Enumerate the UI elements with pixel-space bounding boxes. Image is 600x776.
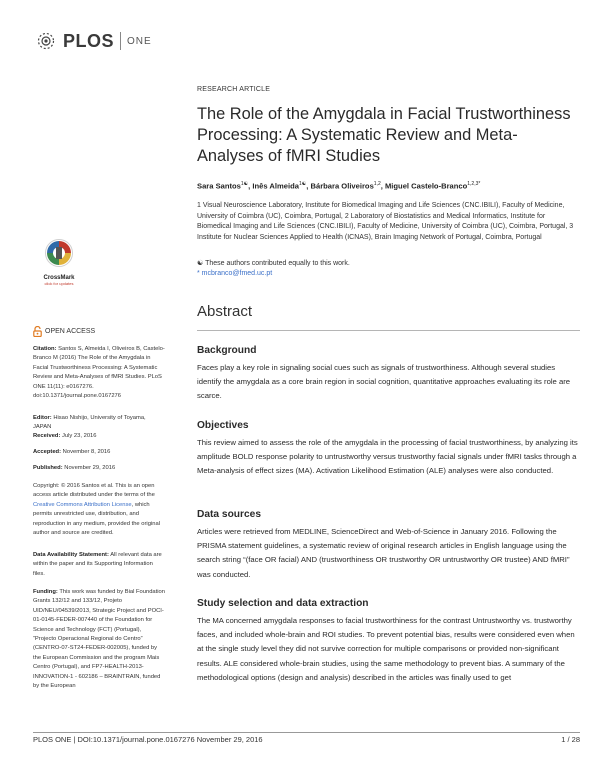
plos-logo-icon	[33, 30, 59, 52]
author-notes	[197, 259, 577, 279]
author-list: Sara Santos$^{1☯}$, Inês Almeida$^{1☯}$, Bárbara Oliveiros$^{1,2}$, Miguel Castelo-Branco$^{1,2,3*}$	[197, 181, 481, 191]
author-name[interactable]: Bárbara Oliveiros	[310, 181, 374, 191]
crossmark-icon	[44, 238, 74, 268]
section-heading-objectives: Objectives	[197, 420, 249, 431]
citation-block	[33, 345, 165, 401]
logo-text: PLOS	[63, 30, 115, 51]
citation-label: Citation:	[33, 346, 57, 352]
published-label: Published:	[33, 465, 63, 471]
author-sup: 1☯	[240, 181, 249, 187]
footer-citation: PLOS ONE | DOI:10.1371/journal.pone.0167276 November 29, 2016	[33, 735, 263, 744]
citation-text: Santos S, Almeida I, Oliveiros B, Castelo-Branco M (2016) The Role of the Amygdala in Facial Trustworthiness Processing: A Systematic Review and Meta-Analyses of fMRI Studies. PLoS ONE 11(11): e0167276. doi:10.1371/journal.pone.0167276	[33, 346, 165, 400]
published-date: November 29, 2016	[64, 465, 116, 471]
section-heading-data-sources: Data sources	[197, 509, 261, 520]
license-link[interactable]: Creative Commons Attribution License	[33, 501, 132, 508]
received-block	[33, 432, 165, 441]
abstract-divider	[197, 330, 580, 331]
author-sup: 1,2,3*	[467, 181, 481, 187]
crossmark-label: CrossMark	[43, 275, 75, 281]
author-name[interactable]: Miguel Castelo-Branco	[384, 181, 468, 191]
section-text-background: Faces play a key role in signaling social cues such as signals of trustworthiness. Although several studies identify the amygdala as a core brain region in social cognition, quantitative approaches evaluating its role are scarce.	[197, 363, 571, 401]
data-availability-block	[33, 551, 165, 579]
plos-one-logo[interactable]	[33, 29, 152, 53]
author-sup: 1,2	[373, 181, 381, 187]
funding-label: Funding:	[33, 589, 58, 595]
copyright-text: Copyright: © 2016 Santos et al. This is an open access article distributed under the terms of the	[33, 483, 155, 499]
funding-block	[33, 588, 165, 691]
received-label: Received:	[33, 433, 61, 439]
section-text-data-sources: Articles were retrieved from MEDLINE, ScienceDirect and Web-of-Science in January 2016. Following the PRISMA statement guidelines, a systematic review of original research articles in English language using the search string “(face OR facial) AND (trustworthiness OR trustworthy OR untrustworthy OR trustee) AND fMRI” was conducted.	[197, 527, 570, 579]
section-text-study-selection: The MA concerned amygdala responses to facial trustworthiness for the contrast Untrustworthy vs. trustworthy faces, and included whole-brain and ROI studies. To prevent potential bias, results were considered even when at the single study level they did not survive correction for multiple comparisons or provided non-significant results. ALE considered whole-brain studies, using the same methodology to prevent bias. A summary of the methodological options (design and analysis) described in the articles was finally used to get	[197, 616, 575, 682]
accepted-date: November 8, 2016	[62, 449, 111, 455]
open-lock-icon	[33, 326, 42, 337]
data-availability-text: All relevant data are within the paper and its Supporting Information files.	[33, 552, 162, 577]
section-heading-study-selection: Study selection and data extraction	[197, 598, 369, 609]
copyright-block	[33, 482, 165, 538]
published-block	[33, 464, 165, 473]
open-access-label	[33, 326, 95, 337]
author-name[interactable]: Sara Santos	[197, 181, 241, 191]
page-number: 1 / 28	[561, 735, 580, 744]
section-heading-background: Background	[197, 345, 257, 356]
article-type: RESEARCH ARTICLE	[197, 86, 271, 93]
data-availability-label: Data Availability Statement:	[33, 552, 109, 558]
abstract-heading: Abstract	[197, 303, 253, 320]
author-name[interactable]: Inês Almeida	[252, 181, 299, 191]
article-title: The Role of the Amygdala in Facial Trustworthiness Processing: A Systematic Review and Meta-Analyses of fMRI Studies	[197, 105, 571, 165]
corresponding-email[interactable]: * mcbranco@fmed.uc.pt	[197, 270, 273, 277]
author-sup: 1☯	[298, 181, 307, 187]
logo-divider	[120, 32, 121, 50]
editor-text: Hisao Nishijo, University of Toyama, JAPAN	[33, 415, 146, 431]
copyright-text-end: , which permits unrestricted use, distribution, and reproduction in any medium, provided the original author and source are credited.	[33, 501, 160, 537]
footer-divider	[33, 732, 580, 733]
logo-sub: ONE	[127, 35, 152, 47]
accepted-label: Accepted:	[33, 449, 62, 455]
section-text-objectives: This review aimed to assess the role of the amygdala in the processing of facial trustworthiness, by analyzing its amplitude BOLD response polarity to untrustworthy versus trustworthy facial signals under fMRI tasks through a Meta-analysis of effect sizes (MA). Activation Likelihood Estimation (ALE) analyses were also conducted.	[197, 438, 578, 476]
equal-contribution-note: ☯ These authors contributed equally to this work.	[197, 260, 350, 267]
crossmark-sub: click for updates	[44, 281, 74, 286]
open-access-text: OPEN ACCESS	[45, 328, 96, 335]
crossmark-badge[interactable]	[37, 238, 81, 286]
accepted-block	[33, 448, 165, 457]
funding-text: This work was funded by Bial Foundation Grants 132/12 and 133/12, Projeto UID/NEU/04539/2013, Strategic Project and POCI-01-0145-FEDER-007440 of the Foundation for Science and Technology (FCT) (Portugal), “Projecto Operacional Regional do Centro” (CENTRO-07-ST24-FEDER-002005), funded by the European Commission and the program Mais Centro (Portugal), and FP7-HEALTH-2013-INNOVATION-1 - 602186 – BRAINTRAIN, funded by the European	[33, 589, 166, 690]
affiliations: 1 Visual Neuroscience Laboratory, Institute for Biomedical Imaging and Life Sciences (CNC.IBILI), Faculty of Medicine, University of Coimbra (UC), Coimbra, Portugal, 2 Laboratory of Biostatistics and Medical Informatics, Institute for Biomedical Imaging and Life Sciences (CNC.IBILI), Faculty of Medicine, University of Coimbra (UC), Coimbra, Portugal, 3 Institute for Nuclear Sciences Applied to Health (ICNAS), Brain Imaging Network of Portugal, Coimbra, Portugal	[197, 202, 574, 241]
editor-label: Editor:	[33, 415, 52, 421]
received-date: July 23, 2016	[62, 433, 97, 439]
editor-block	[33, 414, 165, 433]
